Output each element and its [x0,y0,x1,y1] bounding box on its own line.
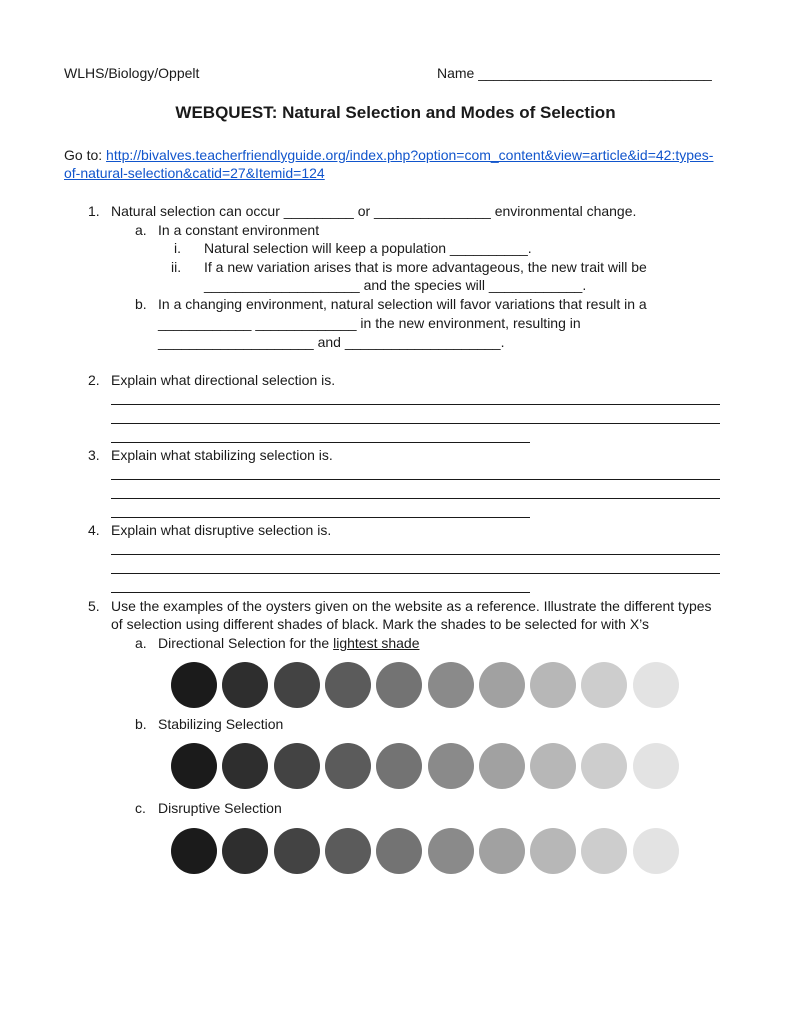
shade-circle[interactable] [530,828,576,874]
shade-circle[interactable] [376,743,422,789]
shade-circle[interactable] [171,828,217,874]
q1b-letter: b. [135,296,147,312]
q1b-line3: ____________________ and ____________________. [158,334,505,350]
course-label: WLHS/Biology/Oppelt [64,65,200,81]
q5b-letter: b. [135,716,147,732]
answer-line [111,517,530,518]
q5-line2: of selection using different shades of black. Mark the shades to be selected for with X’s [111,616,650,632]
shade-circle[interactable] [479,743,525,789]
shade-circle[interactable] [530,662,576,708]
shade-circle[interactable] [222,662,268,708]
shade-circle[interactable] [530,743,576,789]
shade-circle[interactable] [222,828,268,874]
q5c-text: Disruptive Selection [158,800,282,816]
q1a-letter: a. [135,222,147,238]
answer-line [111,423,720,424]
shade-circle[interactable] [171,743,217,789]
answer-line [111,554,720,555]
q1aii-number: ii. [171,259,182,275]
q3-text: Explain what stabilizing selection is. [111,447,333,463]
q2-number: 2. [88,372,100,388]
answer-line [111,479,720,480]
shade-circle[interactable] [376,662,422,708]
goto-prefix: Go to: [64,147,107,163]
shade-circle[interactable] [479,662,525,708]
q5a-text-underlined: lightest shade [333,635,420,651]
shade-circle[interactable] [581,743,627,789]
shade-circle[interactable] [581,828,627,874]
q1ai-text: Natural selection will keep a population __________. [204,240,532,256]
q5b-text: Stabilizing Selection [158,716,284,732]
name-field-label: Name ______________________________ [437,65,712,81]
answer-line [111,592,530,593]
shade-circle[interactable] [325,662,371,708]
shade-circle[interactable] [428,828,474,874]
shade-circle[interactable] [633,743,679,789]
answer-line [111,404,720,405]
goto-line [64,147,713,164]
q1aii-line1: If a new variation arises that is more advantageous, the new trait will be [204,259,647,275]
shade-circle[interactable] [633,662,679,708]
q5a-text-prefix: Directional Selection for the [158,635,334,651]
shade-circle[interactable] [274,828,320,874]
answer-line [111,442,530,443]
q5c-letter: c. [135,800,146,816]
page-title: WEBQUEST: Natural Selection and Modes of Selection [175,103,616,122]
q1b-line1: In a changing environment, natural selection will favor variations that result in a [158,296,647,312]
q1a-text: In a constant environment [158,222,320,238]
q4-text: Explain what disruptive selection is. [111,522,332,538]
q4-number: 4. [88,522,100,538]
webquest-link-line1[interactable]: http://bivalves.teacherfriendlyguide.org/index.php?option=com_content&view=article&id=42:types- [106,147,714,163]
shade-circle[interactable] [274,743,320,789]
q1-number: 1. [88,203,100,219]
shade-circle[interactable] [222,743,268,789]
q5-line1: Use the examples of the oysters given on the website as a reference. Illustrate the different types [111,598,712,614]
q3-number: 3. [88,447,100,463]
q2-text: Explain what directional selection is. [111,372,336,388]
shade-circle[interactable] [633,828,679,874]
q5a-text [158,635,420,652]
q1b-line2: ____________ _____________ in the new environment, resulting in [158,315,581,331]
q1aii-line2: ____________________ and the species will ____________. [204,277,587,293]
shade-circle[interactable] [325,828,371,874]
shade-circle[interactable] [325,743,371,789]
q5a-letter: a. [135,635,147,651]
answer-line [111,498,720,499]
shade-circle[interactable] [171,662,217,708]
shade-circle[interactable] [376,828,422,874]
shade-circle[interactable] [274,662,320,708]
shade-circle[interactable] [428,662,474,708]
q5-number: 5. [88,598,100,614]
q1-text: Natural selection can occur _________ or _______________ environmental change. [111,203,637,219]
webquest-link-line2[interactable]: of-natural-selection&catid=27&Itemid=124 [64,165,325,181]
shade-circle[interactable] [479,828,525,874]
shade-circle[interactable] [581,662,627,708]
q1ai-number: i. [174,240,181,256]
shade-circle[interactable] [428,743,474,789]
answer-line [111,573,720,574]
